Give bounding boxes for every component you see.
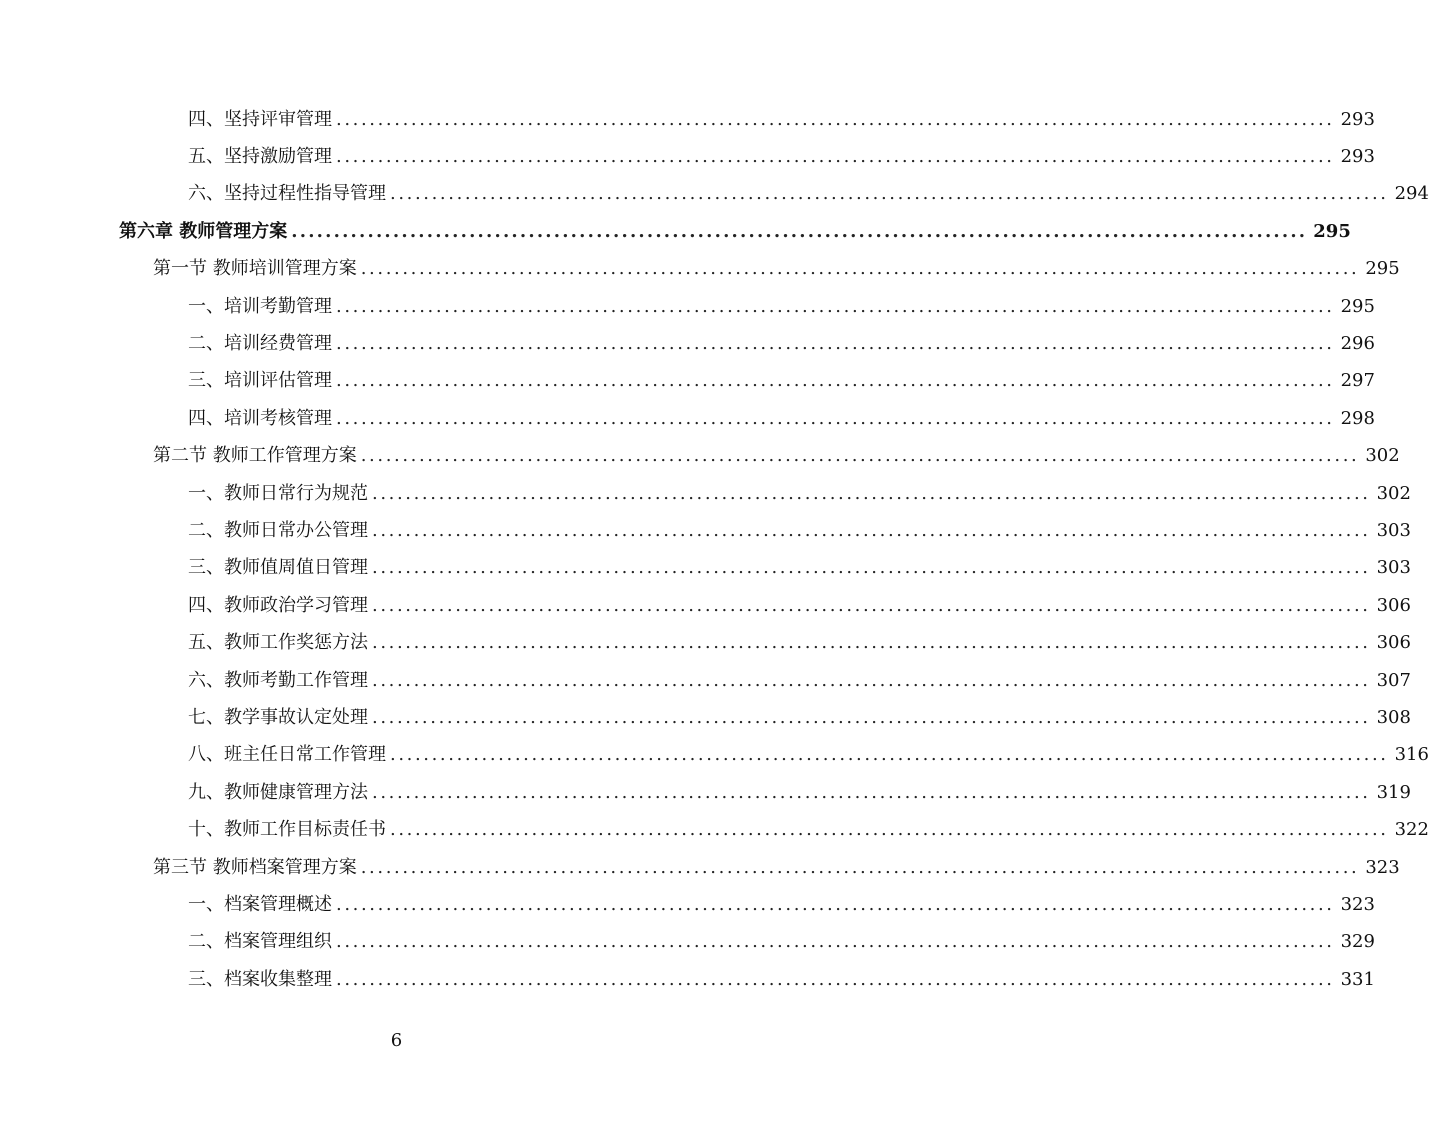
toc-section-entry[interactable] [0,849,1400,886]
toc-entry-page: 316 [1394,744,1429,766]
dot-leader: ........................................................................................................................ [372,706,1371,728]
dot-leader: ........................................................................................................................ [390,183,1389,205]
toc-entry-label: 第三节 教师档案管理方案 [153,856,357,878]
toc-entry[interactable] [0,550,1411,587]
dot-leader: ........................................................................................................................ [372,781,1371,803]
toc-entry-label: 三、教师值周值日管理 [188,557,368,579]
toc-entry-page: 303 [1376,557,1411,579]
toc-entry[interactable] [0,176,1429,213]
toc-entry-page: 297 [1340,370,1375,392]
toc-entry-page: 323 [1365,856,1400,878]
dot-leader: ........................................................................................................................ [336,333,1335,355]
toc-entry-page: 293 [1340,146,1375,168]
toc-entry-label: 四、坚持评审管理 [188,108,332,130]
toc-entry-label: 五、坚持激励管理 [188,146,332,168]
toc-entry-page: 296 [1340,333,1375,355]
toc-entry-page: 295 [1313,220,1351,242]
dot-leader: ........................................................................................................................ [336,407,1335,429]
toc-entry[interactable] [0,886,1375,923]
toc-entry-label: 四、培训考核管理 [188,407,332,429]
dot-leader: ........................................................................................................................ [336,370,1335,392]
dot-leader: ........................................................................................................................ [372,482,1371,504]
toc-entry-label: 二、培训经费管理 [188,333,332,355]
toc-entry-label: 三、档案收集整理 [188,968,332,990]
toc-section-entry[interactable] [0,438,1400,475]
toc-entry-page: 293 [1340,108,1375,130]
toc-entry-page: 331 [1340,968,1375,990]
toc-entry[interactable] [0,325,1375,362]
dot-leader: ........................................................................................................................ [336,893,1335,915]
toc-entry-page: 295 [1365,258,1400,280]
dot-leader: ........................................................................................................................ [336,968,1335,990]
toc-entry-label: 六、坚持过程性指导管理 [188,183,386,205]
toc-entry[interactable] [0,400,1375,437]
dot-leader: ........................................................................................................................ [336,931,1335,953]
toc-entry[interactable] [0,138,1375,175]
toc-entry-page: 294 [1394,183,1429,205]
toc-entry-label: 七、教学事故认定处理 [188,706,368,728]
toc-entry-label: 六、教师考勤工作管理 [188,669,368,691]
toc-entry-page: 319 [1376,781,1411,803]
dot-leader: ........................................................................................................................ [336,108,1335,130]
toc-entry-label: 第二节 教师工作管理方案 [153,445,357,467]
toc-entry-page: 295 [1340,295,1375,317]
toc-entry[interactable] [0,101,1375,138]
toc-entry[interactable] [0,662,1411,699]
toc-entry[interactable] [0,774,1411,811]
toc-entry-label: 九、教师健康管理方法 [188,781,368,803]
toc-entry-page: 302 [1376,482,1411,504]
toc-entry[interactable] [0,288,1375,325]
dot-leader: ........................................................................................................................ [372,594,1371,616]
toc-entry[interactable] [0,699,1411,736]
dot-leader: ........................................................................................................................ [360,445,1360,467]
toc-entry-page: 306 [1376,632,1411,654]
toc-entry-page: 322 [1394,819,1429,841]
toc-entry-page: 302 [1365,445,1400,467]
toc-entry-label: 第六章 教师管理方案 [119,220,288,242]
toc-entry[interactable] [0,363,1375,400]
toc-entry[interactable] [0,475,1411,512]
toc-entry-page: 306 [1376,594,1411,616]
toc-entry[interactable] [0,737,1429,774]
toc-entry[interactable] [0,961,1375,998]
toc-chapter-entry[interactable] [0,213,1351,250]
dot-leader: ........................................................................................................................ [372,557,1371,579]
toc-entry-label: 八、班主任日常工作管理 [188,744,386,766]
dot-leader: ........................................................................................................................ [390,744,1389,766]
toc-entry-page: 298 [1340,407,1375,429]
toc-entry-label: 第一节 教师培训管理方案 [153,258,357,280]
dot-leader: ........................................................................................................................ [372,632,1371,654]
toc-entry[interactable] [0,587,1411,624]
toc-section-entry[interactable] [0,251,1400,288]
toc-entry-label: 五、教师工作奖惩方法 [188,632,368,654]
table-of-contents [0,101,1429,998]
dot-leader: ........................................................................................................................ [372,519,1371,541]
toc-entry[interactable] [0,624,1411,661]
toc-entry-page: 308 [1376,706,1411,728]
toc-entry-page: 307 [1376,669,1411,691]
dot-leader: ........................................................................................................................ [336,146,1335,168]
toc-entry[interactable] [0,811,1429,848]
toc-entry-label: 二、教师日常办公管理 [188,519,368,541]
dot-leader: ........................................................................................................................ [291,220,1308,242]
toc-entry-label: 一、培训考勤管理 [188,295,332,317]
toc-entry-label: 二、档案管理组织 [188,931,332,953]
toc-entry-page: 329 [1340,931,1375,953]
toc-entry-page: 323 [1340,893,1375,915]
toc-entry-page: 303 [1376,519,1411,541]
toc-entry-label: 一、档案管理概述 [188,893,332,915]
toc-entry-label: 十、教师工作目标责任书 [188,819,386,841]
toc-entry-label: 一、教师日常行为规范 [188,482,368,504]
toc-entry-label: 四、教师政治学习管理 [188,594,368,616]
dot-leader: ........................................................................................................................ [360,258,1360,280]
dot-leader: ........................................................................................................................ [336,295,1335,317]
page-number: 6 [390,1030,403,1051]
dot-leader: ........................................................................................................................ [360,856,1360,878]
dot-leader: ........................................................................................................................ [390,819,1389,841]
dot-leader: ........................................................................................................................ [372,669,1371,691]
toc-entry-label: 三、培训评估管理 [188,370,332,392]
toc-entry[interactable] [0,924,1375,961]
toc-entry[interactable] [0,512,1411,549]
